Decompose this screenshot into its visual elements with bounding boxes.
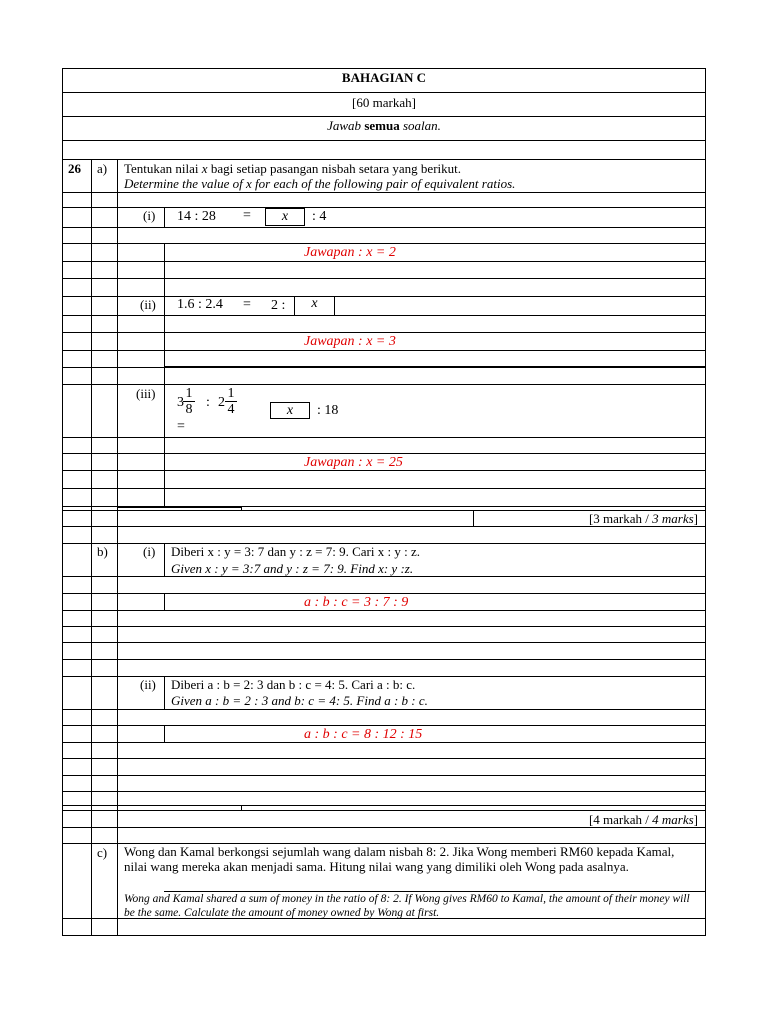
row-divider — [62, 626, 706, 627]
item-i-left-ratio: 14 : 28 — [177, 209, 216, 224]
item-i-answer-box: x — [265, 208, 305, 226]
marks-ms: [3 markah / — [588, 511, 649, 526]
instruction-semua: semua — [364, 118, 400, 133]
row-divider — [118, 805, 241, 806]
item-b-i-answer: a : b : c = 3 : 7 : 9 — [304, 595, 409, 610]
col-divider — [117, 159, 118, 936]
part-a-label: a) — [97, 161, 108, 176]
row-divider — [62, 243, 706, 244]
row-divider — [62, 278, 706, 279]
item-iii-whole-1: 3 — [177, 395, 184, 410]
item-iii-colon: : — [206, 395, 210, 410]
row-divider — [62, 576, 706, 577]
item-iii-right-ratio: : 18 — [317, 403, 339, 418]
row-divider — [62, 791, 706, 792]
item-iii-answer-box: x — [270, 402, 310, 419]
row-divider — [62, 742, 706, 743]
part-c-label: c) — [97, 845, 108, 860]
col-divider — [473, 510, 474, 526]
row-divider — [62, 827, 706, 828]
item-i-answer: Jawapan : x = 2 — [304, 245, 396, 260]
item-ii-answer-box: x — [294, 296, 335, 315]
row-divider — [62, 610, 706, 611]
part-a-instruction-ms — [124, 161, 461, 176]
marks-en: 4 marks — [652, 812, 694, 827]
row-divider — [62, 296, 706, 297]
item-iii-whole-2: 2 — [218, 395, 225, 410]
row-divider — [62, 593, 706, 594]
row-divider — [62, 709, 706, 710]
variable-x: x — [201, 161, 208, 176]
item-ii-middle: 2 : — [271, 298, 286, 313]
row-divider — [62, 384, 706, 385]
row-divider — [62, 367, 706, 368]
item-b-ii-label: (ii) — [140, 677, 156, 692]
row-divider — [62, 140, 706, 141]
instruction — [62, 118, 706, 133]
row-divider — [62, 642, 706, 643]
row-divider — [62, 488, 706, 489]
item-b-i-question-ms: Diberi x : y = 3: 7 dan y : z = 7: 9. Cari x : y : z. — [171, 544, 420, 559]
item-iii-fraction-2 — [225, 386, 237, 417]
item-ii-label: (ii) — [140, 297, 156, 312]
row-divider — [164, 366, 706, 367]
col-divider — [164, 291, 165, 315]
item-iii-fraction-1 — [183, 386, 195, 417]
col-divider — [164, 593, 165, 610]
row-divider — [62, 758, 706, 759]
col-divider — [164, 676, 165, 709]
item-i-equals: = — [243, 208, 251, 223]
col-divider — [91, 159, 92, 936]
col-divider — [164, 543, 165, 576]
item-iii-label: (iii) — [136, 386, 156, 401]
item-b-ii-question-en: Given a : b = 2 : 3 and b: c = 4: 5. Find a : b : c. — [171, 693, 428, 708]
row-divider — [118, 507, 241, 508]
fraction-denominator: 8 — [185, 402, 193, 417]
part-b-label: b) — [97, 544, 108, 559]
row-divider — [62, 207, 706, 208]
fraction-denominator: 4 — [227, 402, 235, 417]
section-title: BAHAGIAN C — [341, 70, 427, 85]
item-b-i-question-en: Given x : y = 3:7 and y : z = 7: 9. Find x: y :z. — [171, 561, 414, 576]
instruction-jawab: Jawab — [327, 118, 362, 133]
item-iii-equals: = — [177, 419, 185, 434]
row-divider — [62, 192, 706, 193]
row-divider — [62, 227, 706, 228]
row-divider — [62, 332, 706, 333]
item-i-label: (i) — [143, 208, 156, 223]
item-iii-answer: Jawapan : x = 25 — [304, 455, 403, 470]
item-ii-equals: = — [243, 297, 251, 312]
fraction-numerator: 1 — [183, 386, 195, 402]
row-divider — [62, 659, 706, 660]
instruction-text: Tentukan nilai — [124, 161, 199, 176]
item-b-ii-question-ms: Diberi a : b = 2: 3 dan b : c = 4: 5. Cari a : b: c. — [171, 677, 416, 692]
marks-ms: [4 markah / — [588, 812, 649, 827]
col-divider — [241, 805, 242, 810]
row-divider — [62, 453, 706, 454]
col-divider — [164, 207, 165, 227]
row-divider — [62, 775, 706, 776]
instruction-text: bagi setiap pasangan nisbah setara yang berikut. — [210, 161, 461, 176]
fraction-numerator: 1 — [225, 386, 237, 402]
col-divider — [164, 243, 165, 506]
part-b-marks — [589, 812, 698, 827]
part-c-question-ms: Wong dan Kamal berkongsi sejumlah wang dalam nisbah 8: 2. Jika Wong memberi RM60 kepada Kamal, nilai wang mereka akan menjadi sama. Hitung nilai wang yang dimiliki oleh Wong pada asalnya. — [124, 844, 675, 874]
instruction-soalan: soalan. — [402, 118, 441, 133]
row-divider — [62, 261, 706, 262]
row-divider — [62, 437, 706, 438]
row-divider — [62, 116, 706, 117]
question-number: 26 — [68, 161, 81, 176]
item-b-i-label: (i) — [143, 544, 156, 559]
total-marks: [60 markah] — [352, 95, 416, 110]
item-i-right-ratio: : 4 — [312, 209, 327, 224]
col-divider — [164, 725, 165, 742]
row-divider — [62, 159, 706, 160]
item-ii-left-ratio: 1.6 : 2.4 — [177, 297, 223, 312]
row-divider — [62, 350, 706, 351]
part-c-question-en: Wong and Kamal shared a sum of money in the ratio of 8: 2. If Wong gives RM60 to Kamal, the amount of their money will be the same. Calculate the amount of money owned by Wong at first. — [124, 893, 690, 919]
part-a-marks — [589, 511, 698, 526]
part-a-instruction-en: Determine the value of x for each of the following pair of equivalent ratios. — [124, 176, 516, 191]
row-divider — [62, 315, 706, 316]
marks-close: ] — [693, 511, 698, 526]
row-divider — [62, 810, 706, 811]
item-ii-answer: Jawapan : x = 3 — [304, 334, 396, 349]
col-divider — [241, 506, 242, 510]
row-divider — [62, 92, 706, 93]
marks-en: 3 marks — [652, 511, 694, 526]
row-divider — [62, 470, 706, 471]
item-b-ii-answer: a : b : c = 8 : 12 : 15 — [304, 727, 423, 742]
marks-close: ] — [693, 812, 698, 827]
row-divider — [62, 725, 706, 726]
row-divider — [62, 526, 706, 527]
